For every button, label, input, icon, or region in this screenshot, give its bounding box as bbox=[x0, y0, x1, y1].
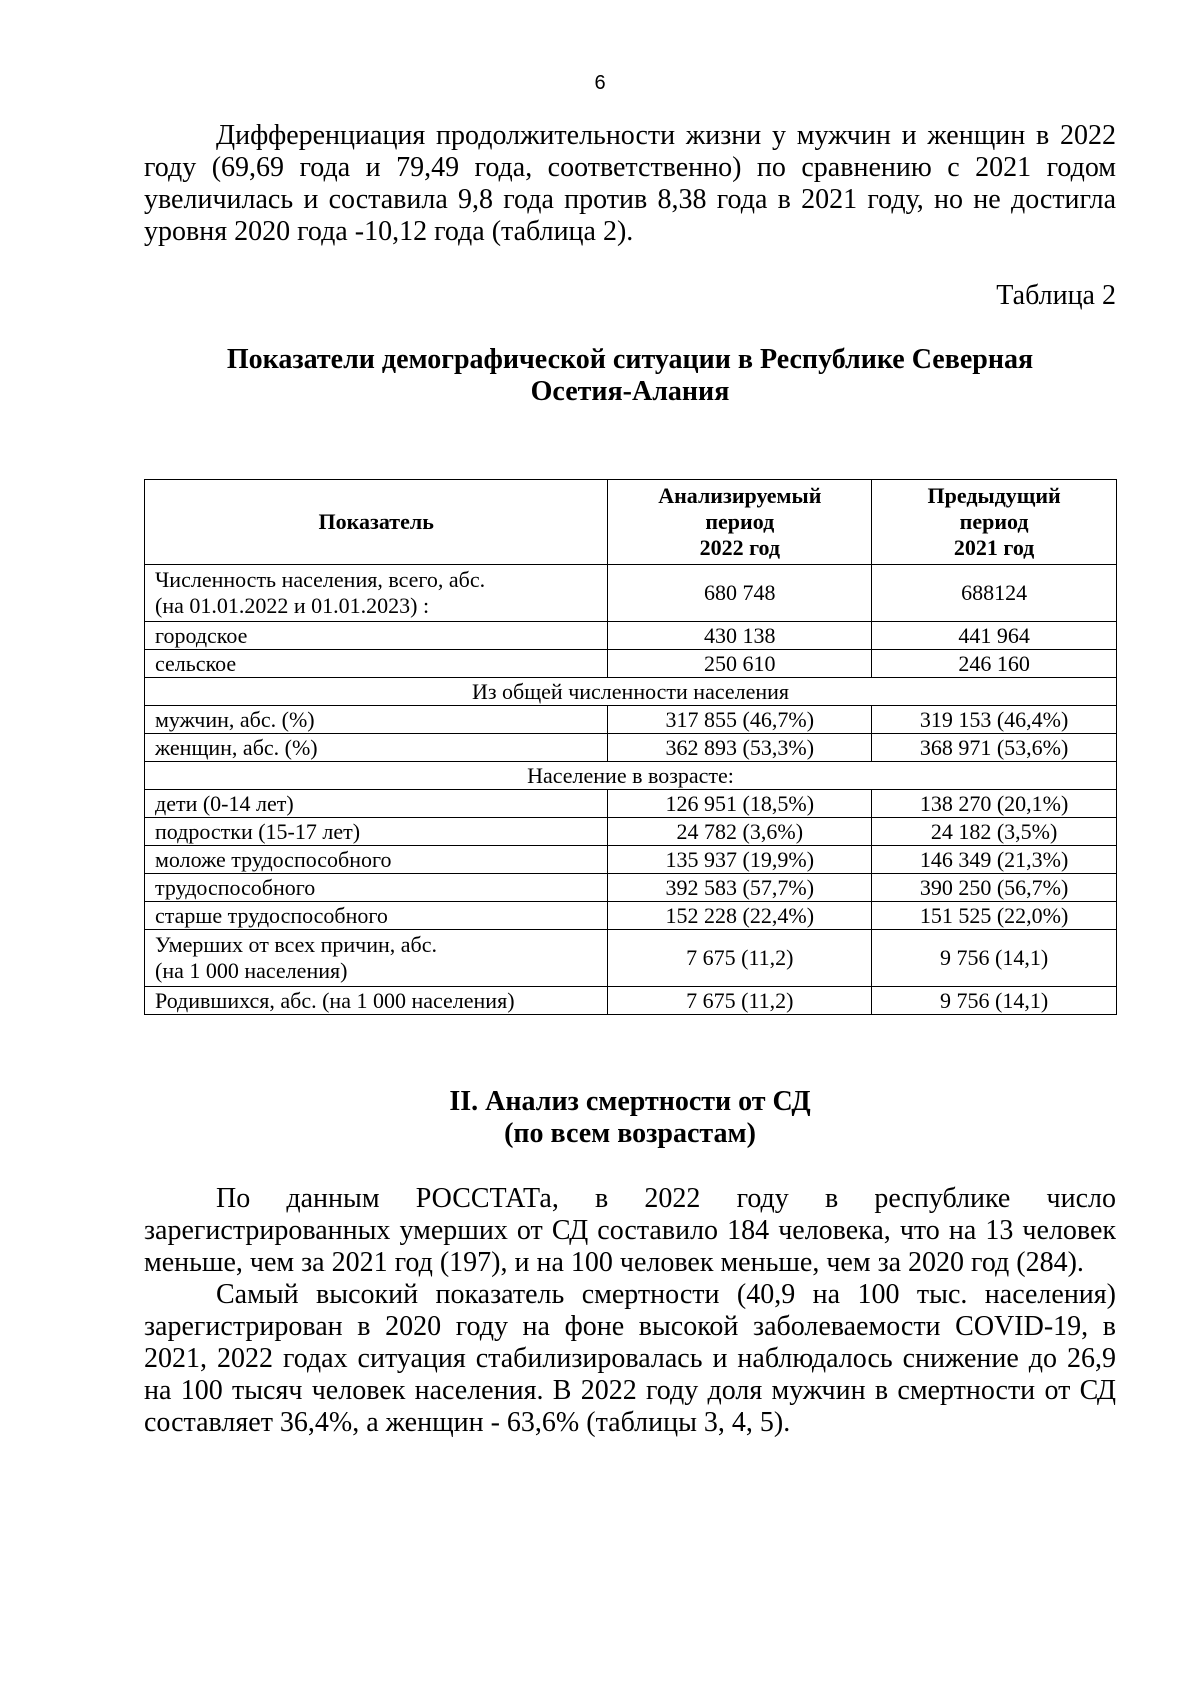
row-previous-value: 688124 bbox=[872, 565, 1117, 622]
table-row bbox=[145, 650, 1117, 678]
row-current-value: 7 675 (11,2) bbox=[608, 987, 872, 1015]
paragraph-2: По данным РОССТАТа, в 2022 году в республике число зарегистрированных умерших от СД составило 184 человека, что на 13 человек меньше, чем за 2021 год (197), и на 100 человек меньше, чем за 2020 год (284). bbox=[144, 1183, 1116, 1278]
row-label: старше трудоспособного bbox=[145, 902, 608, 930]
row-previous-value: 390 250 (56,7%) bbox=[872, 874, 1117, 902]
table-row bbox=[145, 734, 1117, 762]
table-row bbox=[145, 565, 1117, 622]
row-current-value: 135 937 (19,9%) bbox=[608, 846, 872, 874]
header-indicator: Показатель bbox=[145, 480, 608, 565]
row-label: сельское bbox=[145, 650, 608, 678]
table-title-line-1: Показатели демографической ситуации в Республике Северная bbox=[226, 344, 1034, 375]
table-row bbox=[145, 846, 1117, 874]
row-label: моложе трудоспособного bbox=[145, 846, 608, 874]
table-title bbox=[144, 344, 1116, 408]
header-previous-line: 2021 год bbox=[953, 535, 1035, 560]
table-section-row bbox=[145, 762, 1117, 790]
row-label: Родившихся, абс. (на 1 000 населения) bbox=[145, 987, 608, 1015]
row-previous-value: 9 756 (14,1) bbox=[872, 930, 1117, 987]
table-row bbox=[145, 987, 1117, 1015]
header-previous-period bbox=[872, 480, 1117, 565]
page-number: 6 bbox=[594, 72, 606, 94]
row-label-line: Умерших от всех причин, абс. bbox=[155, 932, 438, 957]
paragraph-3: Самый высокий показатель смертности (40,9 на 100 тыс. населения) зарегистрирован в 2020 году на фоне высокой заболеваемости COVID-19, в 2021, 2022 годах ситуация стабилизировалась и наблюдалось снижение до 26,9 на 100 тысяч человек населения. В 2022 году доля мужчин в смертности от СД составляет 36,4%, а женщин - 63,6% (таблицы 3, 4, 5). bbox=[144, 1279, 1116, 1438]
table-row bbox=[145, 790, 1117, 818]
row-previous-value: 441 964 bbox=[872, 622, 1117, 650]
demographics-table bbox=[144, 479, 1117, 1015]
row-previous-value: 24 182 (3,5%) bbox=[872, 818, 1117, 846]
row-label-line: Численность населения, всего, абс. bbox=[155, 567, 486, 592]
row-previous-value: 246 160 bbox=[872, 650, 1117, 678]
section-label: Из общей численности населения bbox=[145, 678, 1117, 706]
row-label: мужчин, абс. (%) bbox=[145, 706, 608, 734]
row-previous-value: 138 270 (20,1%) bbox=[872, 790, 1117, 818]
table-header-row bbox=[145, 480, 1117, 565]
row-label: городское bbox=[145, 622, 608, 650]
row-current-value: 430 138 bbox=[608, 622, 872, 650]
table-row bbox=[145, 874, 1117, 902]
row-current-value: 126 951 (18,5%) bbox=[608, 790, 872, 818]
table-row bbox=[145, 622, 1117, 650]
row-label: женщин, абс. (%) bbox=[145, 734, 608, 762]
row-current-value: 7 675 (11,2) bbox=[608, 930, 872, 987]
row-current-value: 392 583 (57,7%) bbox=[608, 874, 872, 902]
table-label: Таблица 2 bbox=[996, 280, 1116, 311]
section-2-title-line-2: (по всем возрастам) bbox=[504, 1118, 756, 1149]
header-current-line: период bbox=[705, 509, 775, 534]
header-previous-line: Предыдущий bbox=[927, 483, 1061, 508]
header-current-period bbox=[608, 480, 872, 565]
row-label-line: (на 01.01.2022 и 01.01.2023) : bbox=[155, 593, 430, 618]
row-label bbox=[145, 565, 608, 622]
table-title-line-2: Осетия-Алания bbox=[530, 376, 730, 407]
row-current-value: 317 855 (46,7%) bbox=[608, 706, 872, 734]
row-previous-value: 368 971 (53,6%) bbox=[872, 734, 1117, 762]
row-current-value: 680 748 bbox=[608, 565, 872, 622]
section-2-title bbox=[144, 1086, 1116, 1150]
row-previous-value: 319 153 (46,4%) bbox=[872, 706, 1117, 734]
row-previous-value: 9 756 (14,1) bbox=[872, 987, 1117, 1015]
row-label bbox=[145, 930, 608, 987]
row-previous-value: 146 349 (21,3%) bbox=[872, 846, 1117, 874]
table-row bbox=[145, 902, 1117, 930]
section-label: Население в возрасте: bbox=[145, 762, 1117, 790]
row-label: трудоспособного bbox=[145, 874, 608, 902]
intro-paragraph: Дифференциация продолжительности жизни у мужчин и женщин в 2022 году (69,69 года и 79,49 года, соответственно) по сравнению с 2021 годом увеличилась и составила 9,8 года против 8,38 года в 2021 году, но не достигла уровня 2020 года -10,12 года (таблица 2). bbox=[144, 120, 1116, 247]
row-label: дети (0-14 лет) bbox=[145, 790, 608, 818]
table-row bbox=[145, 930, 1117, 987]
row-previous-value: 151 525 (22,0%) bbox=[872, 902, 1117, 930]
row-current-value: 362 893 (53,3%) bbox=[608, 734, 872, 762]
header-current-line: 2022 год bbox=[699, 535, 781, 560]
section-2-title-line-1: II. Анализ смертности от СД bbox=[449, 1086, 811, 1117]
header-current-line: Анализируемый bbox=[658, 483, 822, 508]
header-previous-line: период bbox=[959, 509, 1029, 534]
row-label-line: (на 1 000 населения) bbox=[155, 958, 348, 983]
row-current-value: 250 610 bbox=[608, 650, 872, 678]
table-section-row bbox=[145, 678, 1117, 706]
row-current-value: 24 782 (3,6%) bbox=[608, 818, 872, 846]
table-row bbox=[145, 818, 1117, 846]
row-label: подростки (15-17 лет) bbox=[145, 818, 608, 846]
row-current-value: 152 228 (22,4%) bbox=[608, 902, 872, 930]
table-row bbox=[145, 706, 1117, 734]
